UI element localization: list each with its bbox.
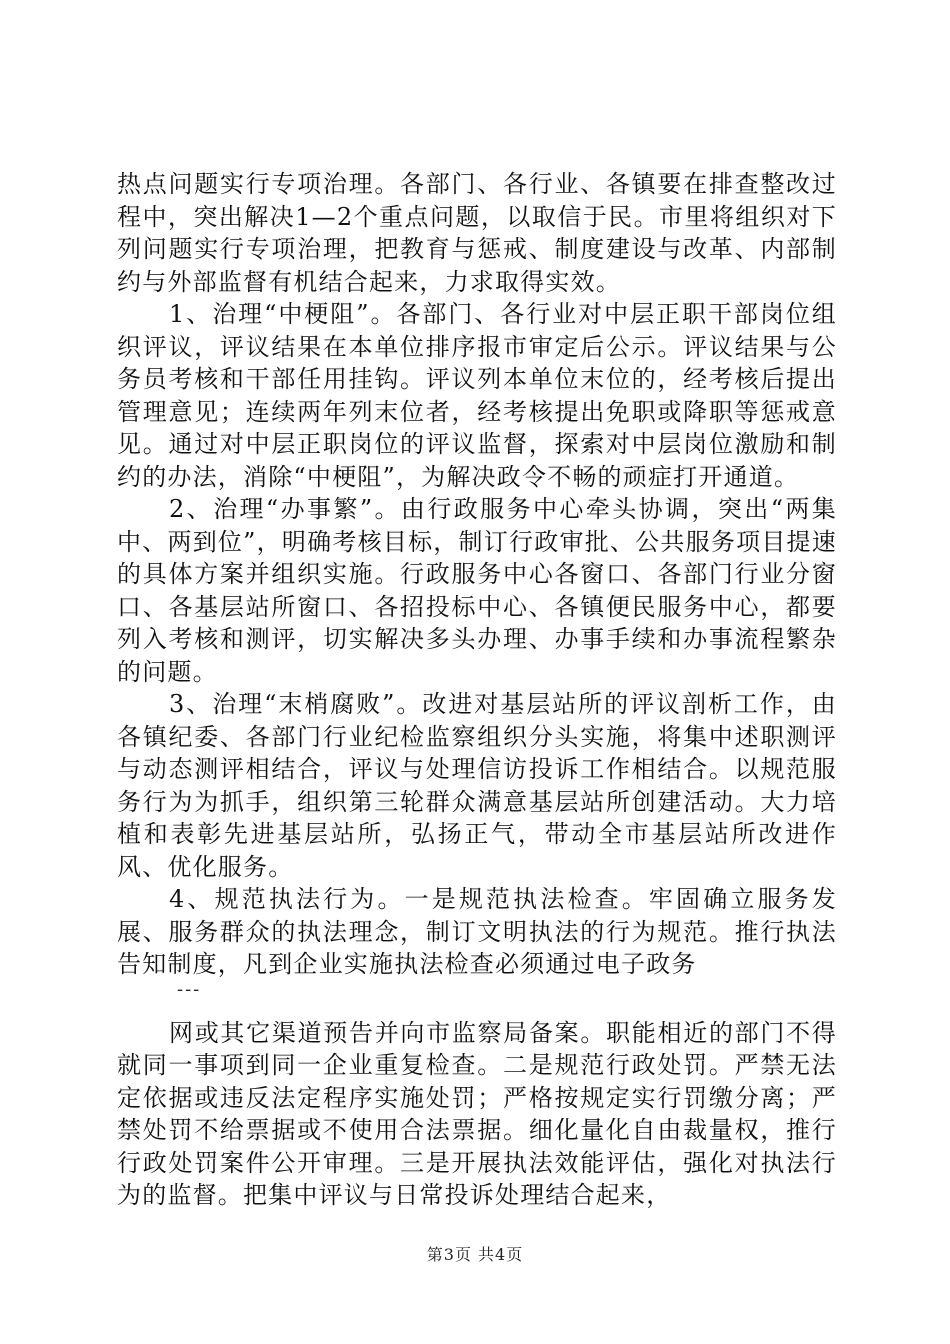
paragraph-continuation: 网或其它渠道预告并向市监察局备案。职能相近的部门不得就同一事项到同一企业重复检查。二是规范行政处罚。严禁无法定依据或违反法定程序实施处罚；严格按规定实行罚缴分离；严禁处罚不给票据或不使用合法票据。细化量化自由裁量权，推行行政处罚案件公开审理。三是开展执法效能评估，强化对执法行为的监督。把集中评议与日常投诉处理结合起来， bbox=[117, 1018, 837, 1209]
page-footer: 第3页 共4页 bbox=[426, 1245, 524, 1264]
paragraph-item-1: 1、治理“中梗阻”。各部门、各行业对中层正职干部岗位组织评议，评议结果在本单位排序报市审定后公示。评议结果与公务员考核和干部任用挂钩。评议列本单位末位的，经考核后提出管理意见；连续两年列末位者，经考核提出免职或降职等惩戒意见。通过对中层正职岗位的评议监督，探索对中层岗位激励和制约的办法，消除“中梗阻”，为解决政令不畅的顽症打开通道。 bbox=[117, 300, 837, 491]
paragraph-intro: 热点问题实行专项治理。各部门、各行业、各镇要在排查整改过程中，突出解决1—2个重点问题，以取信于民。市里将组织对下列问题实行专项治理，把教育与惩戒、制度建设与改革、内部制约与外部监督有机结合起来，力求取得实效。 bbox=[117, 170, 837, 296]
paragraph-item-4: 4、规范执法行为。一是规范执法检查。牢固确立服务发展、服务群众的执法理念，制订文明执法的行为规范。推行执法告知制度，凡到企业实施执法检查必须通过电子政务 bbox=[117, 885, 837, 978]
paragraph-item-2: 2、治理“办事繁”。由行政服务中心牵头协调，突出“两集中、两到位”，明确考核目标，制订行政审批、公共服务项目提速的具体方案并组织实施。行政服务中心各窗口、各部门行业分窗口、各基层站所窗口、各招投标中心、各镇便民服务中心，都要列入考核和测评，切实解决多头办理、办事手续和办事流程繁杂的问题。 bbox=[117, 495, 837, 686]
page-break-separator: --- bbox=[177, 978, 202, 1000]
document-body bbox=[117, 168, 837, 1212]
paragraph-item-3: 3、治理“末梢腐败”。改进对基层站所的评议剖析工作，由各镇纪委、各部门行业纪检监察组织分头实施，将集中述职测评与动态测评相结合，评议与处理信访投诉工作相结合。以规范服务行为为抓手，组织第三轮群众满意基层站所创建活动。大力培植和表彰先进基层站所，弘扬正气，带动全市基层站所改进作风、优化服务。 bbox=[117, 690, 837, 881]
